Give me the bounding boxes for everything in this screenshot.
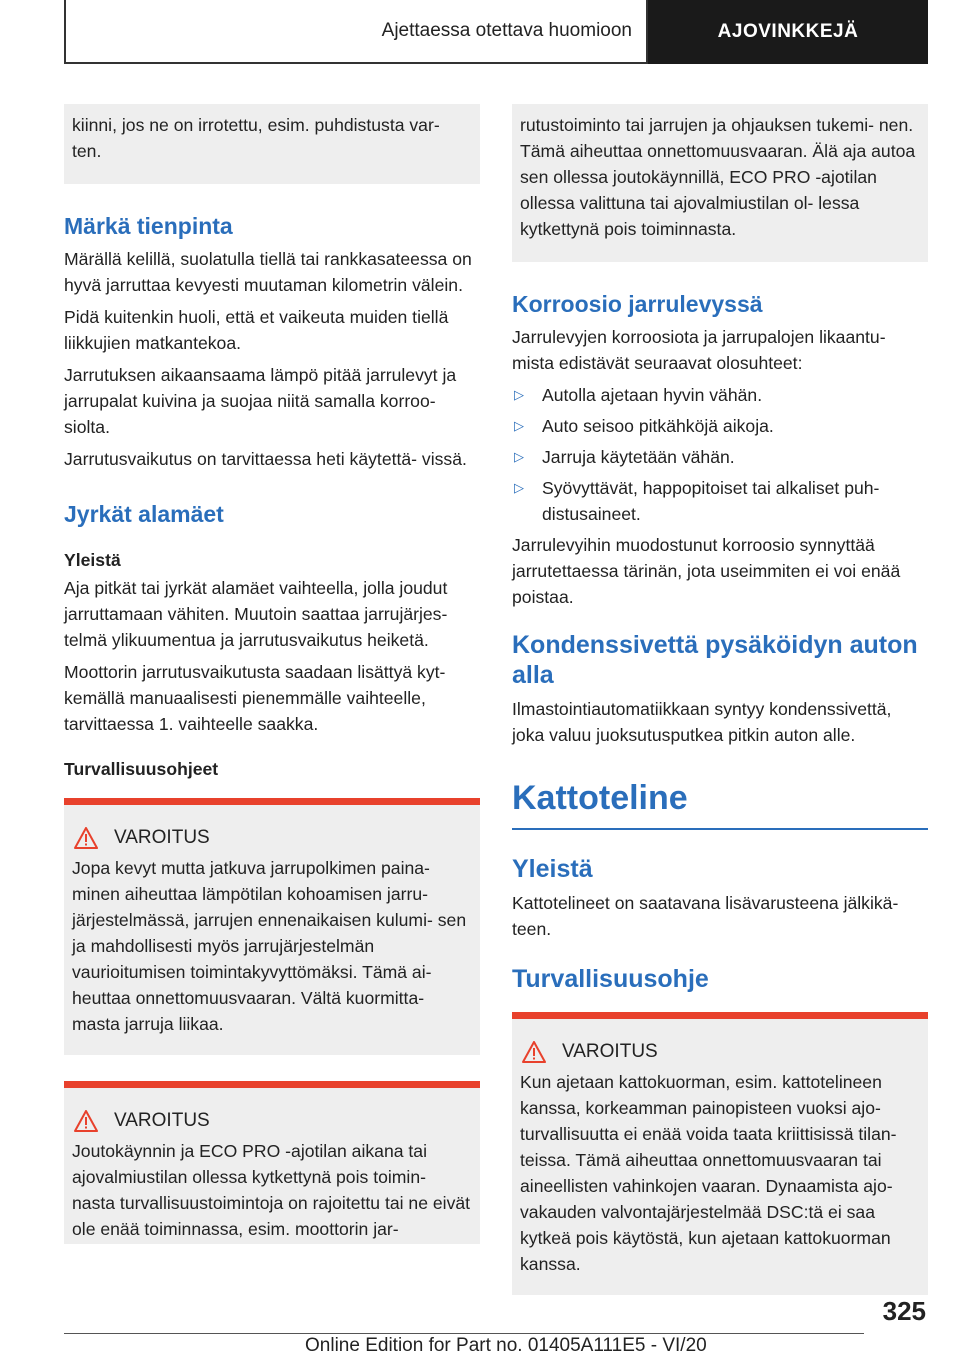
list-item: ▷ Jarruja käytetään vähän. <box>512 444 928 470</box>
list-item: ▷ Autolla ajetaan hyvin vähän. <box>512 382 928 408</box>
heading-condensation: Kondenssivettä pysäköidyn auton alla <box>512 631 918 689</box>
page-header <box>64 0 928 64</box>
warning-text-1: Jopa kevyt mutta jatkuva jarrupolkimen paina‐ minen aiheuttaa lämpötilan kohoamisen jarru‐ järjestelmässä, jarrujen ennenaikaisen kulumi‐ sen ja mahdollisesti myös jarrujärjestelmän vaurioitumisen toimintakyvyttömäksi. Tämä ai‐ heuttaa onnettomuusvaaran. Vältä kuormitta‐ masta jarruja liikaa. <box>72 858 467 1034</box>
right-column <box>512 104 928 1295</box>
warning-header-2 <box>72 1110 472 1132</box>
heading-wet-road: Märkä tienpinta <box>64 213 233 239</box>
triangle-bullet-icon: ▷ <box>514 480 524 495</box>
steep-paragraph-2: Moottorin jarrutusvaikutusta saadaan lisättyä kyt‐ kemällä manuaalisesti pienemmälle vaihteelle, tarvittaessa 1. vaihteelle saakka. <box>64 662 446 734</box>
warning-text-3: Kun ajetaan kattokuorman, esim. kattotelineen kanssa, korkeamman painopisteen vuoksi ajo‐ turvallisuutta ei enää voida taata kriittisissä tilan‐ teissa. Tämä aiheuttaa onnettomuusvaaran tai aineellisten vahinkojen vaaran. Dynaamista ajo‐ vakauden valvontajärjestelmää DSC:tä ei saa kytkeä pois käytöstä, kun ajetaan kattokuorman kanssa. <box>520 1072 897 1274</box>
left-column <box>64 104 480 1244</box>
wet-paragraph-2: Pidä kuitenkin huoli, että et vaikeuta muiden tiellä liikkujien matkantekoa. <box>64 307 449 353</box>
footer-divider <box>64 1333 864 1334</box>
warning-box-2 <box>64 1081 480 1244</box>
roof-rack-paragraph: Kattotelineet on saatavana lisävarusteena jälkikä‐ teen. <box>512 893 899 939</box>
continued-note-text: kiinni, jos ne on irrotettu, esim. puhdistusta var‐ ten. <box>72 115 440 161</box>
wet-paragraph-4: Jarrutusvaikutus on tarvittaessa heti käytettä‐ vissä. <box>64 449 467 469</box>
subheading-general: Yleistä <box>64 550 121 570</box>
warning-box-3 <box>512 1012 928 1295</box>
wet-paragraph-1: Märällä kelillä, suolatulla tiellä tai rankkasateessa on hyvä jarruttaa kevyesti muutaman kilometrin välein. <box>64 249 472 295</box>
subheading-safety-notes: Turvallisuusohjeet <box>64 759 219 779</box>
warning-triangle-icon <box>74 827 98 849</box>
heading-brake-disc-corrosion: Korroosio jarrulevyssä <box>512 291 763 317</box>
heading-roof-rack: Kattoteline <box>512 778 928 830</box>
warning-triangle-icon <box>522 1041 546 1063</box>
warning-label-3: VAROITUS <box>562 1041 658 1062</box>
page-number: 325 <box>882 1296 926 1326</box>
condensation-paragraph: Ilmastointiautomatiikkaan syntyy kondenssivettä, joka valuu juoksutusputkea pitkin auton alle. <box>512 699 892 745</box>
warning-label-1: VAROITUS <box>114 827 210 848</box>
warning-text-2: Joutokäynnin ja ECO PRO -ajotilan aikana tai ajovalmiustilan ollessa kytkettynä pois toimin‐ nasta turvallisuustoimintoja on rajoitettu tai ne eivät ole enää toiminnassa, esim. moottorin jar‐ <box>72 1141 471 1239</box>
warning-label-2: VAROITUS <box>114 1110 210 1131</box>
heading-roof-rack-safety: Turvallisuusohje <box>512 965 709 993</box>
steep-paragraph-1: Aja pitkät tai jyrkät alamäet vaihteella, jolla joudut jarruttamaan vähiten. Muutoin saattaa jarrujärjes‐ telmä ylikuumentua ja jarrutusvaikutus heiketä. <box>64 578 448 650</box>
corrosion-paragraph-1: Jarrulevyjen korroosiota ja jarrupalojen likaantu‐ mista edistävät seuraavat olosuhteet: <box>512 327 886 373</box>
list-item: ▷ Auto seisoo pitkähköjä aikoja. <box>512 413 928 439</box>
triangle-bullet-icon: ▷ <box>514 449 524 464</box>
header-chapter-tab: AJOVINKKEJÄ <box>648 0 928 64</box>
heading-roof-rack-general: Yleistä <box>512 855 593 883</box>
continued-warning-text: rutustoiminto tai jarrujen ja ohjauksen tukemi‐ nen. Tämä aiheuttaa onnettomuusvaaran. Älä aja autoa sen ollessa joutokäynnillä, ECO PRO -ajotilan ollessa valittuna tai ajovalmiustilan ol‐ lessa kytkettynä pois toiminnasta. <box>520 115 916 239</box>
heading-steep-descents: Jyrkät alamäet <box>64 501 224 527</box>
list-item: ▷ Syövyttävät, happopitoiset tai alkaliset puh‐ distusaineet. <box>512 475 928 527</box>
corrosion-conditions-list <box>512 382 928 527</box>
wet-paragraph-3: Jarrutuksen aikaansaama lämpö pitää jarrulevyt ja jarrupalat kuivina ja suojaa niitä samalla korroo‐ siolta. <box>64 365 457 437</box>
continued-warning-box <box>512 104 928 262</box>
triangle-bullet-icon: ▷ <box>514 387 524 402</box>
warning-triangle-icon <box>74 1110 98 1132</box>
triangle-bullet-icon: ▷ <box>514 418 524 433</box>
warning-header-1 <box>72 827 472 849</box>
continued-note-box <box>64 104 480 184</box>
corrosion-paragraph-2: Jarrulevyihin muodostunut korroosio synnyttää jarrutettaessa tärinän, jota useimmiten ei voi enää poistaa. <box>512 535 901 607</box>
warning-box-1 <box>64 798 480 1055</box>
footer-edition: Online Edition for Part no. 01405A111E5 - VI/20 <box>305 1335 707 1356</box>
header-section-title: Ajettaessa otettava huomioon <box>64 0 648 64</box>
warning-header-3 <box>520 1041 920 1063</box>
